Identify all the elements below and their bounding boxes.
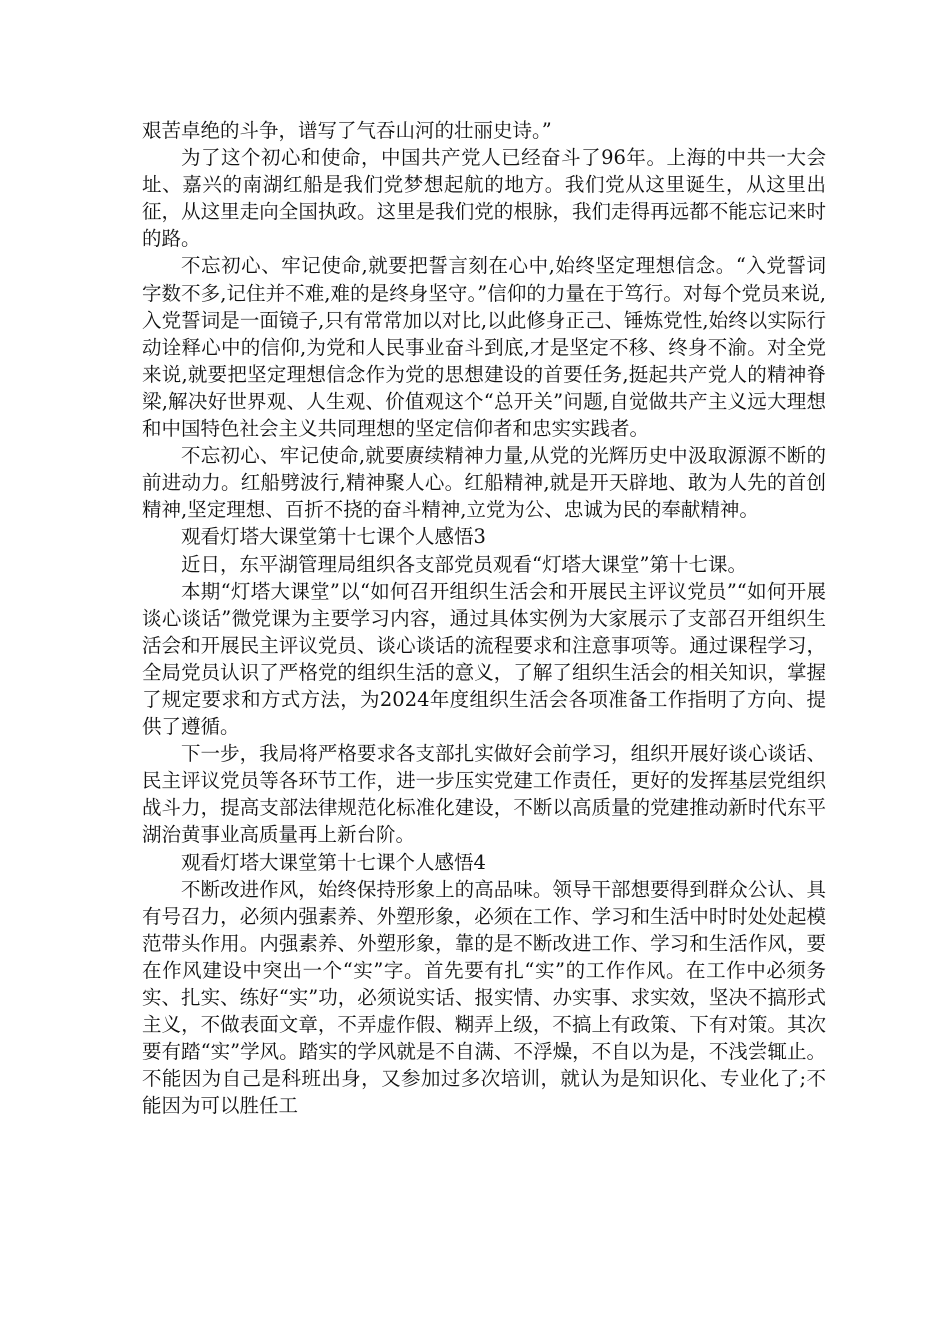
document-body [142, 117, 826, 1119]
section-heading-3: 观看灯塔大课堂第十七课个人感悟3 [181, 525, 486, 549]
paragraph-lecture-intro: 近日，东平湖管理局组织各支部党员观看“灯塔大课堂”第十七课。 [181, 552, 747, 576]
paragraph-continuation: 艰苦卓绝的斗争，谱写了气吞山河的壮丽史诗。” [142, 119, 552, 142]
paragraph-next-steps: 下一步，我局将严格要求各支部扎实做好会前学习，组织开展好谈心谈话、民主评议党员等各环节工作，进一步压实党建工作责任，更好的发挥基层党组织战斗力，提高支部法律规范化标准化建设，不断以高质量的党建推动新时代东平湖治黄事业高质量再上新台阶。 [142, 742, 826, 847]
paragraph-original-mission: 为了这个初心和使命，中国共产党人已经奋斗了96年。上海的中共一大会址、嘉兴的南湖红船是我们党梦想起航的地方。我们党从这里诞生，从这里出征，从这里走向全国执政。这里是我们党的根脉，我们走得再远都不能忘记来时的路。 [142, 146, 826, 251]
paragraph-lecture-content: 本期“灯塔大课堂”以“如何召开组织生活会和开展民主评议党员”“如何开展谈心谈话”微党课为主要学习内容，通过具体实例为大家展示了支部召开组织生活会和开展民主评议党员、谈心谈话的流程要求和注意事项等。通过课程学习，全局党员认识了严格党的组织生活的意义，了解了组织生活会的相关知识，掌握了规定要求和方式方法，为2024年度组织生活会各项准备工作指明了方向、提供了遵循。 [142, 579, 826, 739]
section-heading-4: 观看灯塔大课堂第十七课个人感悟4 [181, 850, 486, 874]
paragraph-work-style: 不断改进作风，始终保持形象上的高品味。领导干部想要得到群众公认、具有号召力，必须内强素养、外塑形象，必须在工作、学习和生活中时时处处起模范带头作用。内强素养、外塑形象，靠的是不断改进工作、学习和生活作风，要在作风建设中突出一个“实”字。首先要有扎“实”的工作作风。在工作中必须务实、扎实、练好“实”功，必须说实话、报实情、办实事、求实效，坚决不搞形式主义，不做表面文章，不弄虚作假、糊弄上级，不搞上有政策、下有对策。其次要有踏“实”学风。踏实的学风就是不自满、不浮燥，不自以为是，不浅尝辄止。不能因为自己是科班出身，又参加过多次培训，就认为是知识化、专业化了;不能因为可以胜任工 [142, 877, 826, 1118]
paragraph-red-boat-spirit: 不忘初心、牢记使命,就要赓续精神力量,从党的光辉历史中汲取源源不断的前进动力。红船劈波行,精神聚人心。红船精神,就是开天辟地、敢为人先的首创精神,坚定理想、百折不挠的奋斗精神,立党为公、忠诚为民的奉献精神。 [142, 444, 826, 522]
paragraph-oath: 不忘初心、牢记使命,就要把誓言刻在心中,始终坚定理想信念。“入党誓词字数不多,记住并不难,难的是终身坚守。”信仰的力量在于笃行。对每个党员来说,入党誓词是一面镜子,只有常常加以对比,以此修身正己、锤炼党性,始终以实际行动诠释心中的信仰,为党和人民事业奋斗到底,才是坚定不移、终身不渝。对全党来说,就要把坚定理想信念作为党的思想建设的首要任务,挺起共产党人的精神脊梁,解决好世界观、人生观、价值观这个“总开关”问题,自觉做共产主义远大理想和中国特色社会主义共同理想的坚定信仰者和忠实实践者。 [142, 254, 826, 441]
